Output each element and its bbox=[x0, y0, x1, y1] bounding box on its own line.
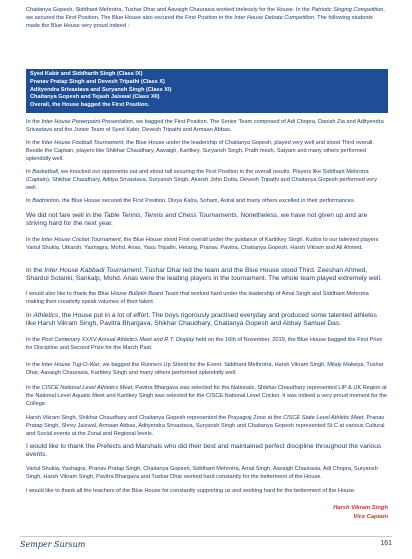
paragraph-post-centenary: In the Post Centenary XXXV Annual Athletics Meet and R.T. Display held on the 16th of November, 2019, the Blue House bagged the First Prize for Discipline and Second Prize for the March Past. bbox=[26, 337, 383, 352]
paragraph-cisce-athletics: In the CISCE National Level Athletics Meet, Pavitra Bhargava was selected for the Nationals, Shikhar Chaudhary represented LIP & UK Region at the National Level Aquatic Meet and Kartikey Singh was selected for the CISCE National Level Cricket. It was indeed a very proud moment for the College. bbox=[26, 385, 387, 408]
winner-line: Syed Kabir and Siddharth Singh (Class IX) bbox=[30, 71, 143, 77]
paragraph-football: In the Inter House Football Tournament, the Blue House under the leadership of Chaitanya Gopesh, played very well and stood Third overall. Beside the Captain, players like Shikhar Chaudhary, Aavaigh, Kartikey, Suryansh Singh, Prath mesh, Satyam and many others performed splendidly well. bbox=[26, 140, 374, 163]
paragraph-athletics: In Athletics, the House put in a lot of effort. The boys rigorously practised everyday and produced some talented athletes like Harsh Vikram Singh, Pavitra Bhargava, Shikhar Chaudhary, Chaitanya Gopesh and Abhay Samuel Das. bbox=[26, 312, 377, 328]
paragraph-kabaddi: In the Inter House Kabbadi Tournament, Tushar Dhar led the team and the Blue House stood Third. Zeeshan Ahmed, Shardul Solanki, Sankalp, Mohd. Anas were the leading players in the tournament. The whole team played extremely well. bbox=[26, 267, 382, 283]
signature-title: Vice Captain bbox=[353, 514, 388, 520]
winner-line: Adityendra Srivastava and Suryansh Singh (Class XI) bbox=[30, 86, 172, 93]
footer-brand: Semper Sursum bbox=[20, 540, 86, 549]
winner-line: Chaitanya Gopesh and Tejash Jaiswal (Class XII) bbox=[30, 94, 160, 101]
intro-text: Chaitanya Gopesh, Siddhant Mehrotra, Tushar Dhar and Aavaigh Chaurasia worked tirelessly for the House. In the bbox=[26, 7, 312, 13]
paragraph-tug-of-war: In the Inter House Tug-O-War, we bagged the Runners Up Shield for the Event. Siddhant Melhrotra, Harsh Vikram Singh, Milaly Malwiya, Tushar Dhar, Aavaigh Chaurasia, Kartikey Singh and many others performed splendidly well. bbox=[26, 362, 384, 377]
winners-box bbox=[26, 69, 388, 113]
winner-line: Overall, the House bagged the First Position. bbox=[30, 102, 150, 109]
intro-paragraph bbox=[26, 6, 388, 31]
paragraph-badminton: In Badminton, the Blue House secured the First Position. Divya Kalra, Soham, Aviral and many others excelled in their performances. bbox=[26, 198, 356, 204]
paragraph-cricket: In the Inter House Cricket Tournament, the Blue House stood First overall under the guidance of Kartitkey Singh. Kudos to our talented players Vartul Shukla, Utkarsh, Yashagra, Mohd. Anas, Yasu Tripathi, Hetang, Pranav, Pavitra, Chaitanya Gopesh, Harsh Vikram and Ali Ahmed. bbox=[26, 237, 379, 252]
intro-emphasis: Inter House Debate Competition bbox=[234, 15, 315, 22]
paragraph-names-list: Vartul Shukla, Yashagra, Pranav Pratap Singh, Chaitanya Gopesh, Siddhant Mehrotra, Amal Singh, Aavaigh Chaurasia, Adi Chopra, Suryansh Singh, Harsh Vikram Singh, Pavitra Bhargava and Tushar Dhar worked hard constantly for the betterment of the House. bbox=[26, 466, 378, 481]
signature-name: Harsh Vikram Singh bbox=[333, 505, 388, 511]
page-number: 161 bbox=[380, 540, 392, 547]
intro-text: , we secured the First Position. The Blue House also secured the First Position in the bbox=[26, 7, 385, 22]
page-footer bbox=[20, 536, 392, 553]
paragraph-thanks-house: I would like to thank all the teachers of the Blue House for constantly supporting us and working hard for the betterment of the House. bbox=[26, 488, 356, 494]
paragraph-basketball: In Basketball, we knocked our opponents out and stood tall securing the First Position in the overall results. Players like Siddhant Mehrotra (Captain), Shikhar Chaudhary, Aditya Srivastava, Suryansh Singh, Akarsh John Dutta, Devesh Tripathi and Chaitanya Gopesh performed very well. bbox=[26, 169, 377, 192]
winner-line: Pranav Pratap Singh and Devesh Tripathi (Class X) bbox=[30, 78, 165, 85]
paragraph-tennis: We did not fare well in the Table Tennis, Tennis and Chess Tournaments. Nonetheless, we have not given up and are striving hard for the next year. bbox=[26, 212, 368, 228]
paragraph-bulletin: I would also like to thank the Blue House Bulletin Board Team that worked hard under the leadership of Amal Singh and Siddhant Mehrotra making their creativity speak volumes of their talent. bbox=[26, 291, 369, 306]
paragraph-state-level: Harsh Vikram Singh, Shikhar Chaudhary and Chaitanya Gopesh represented the Prayagraj Zone at the CISCE State Level Athletic Meet. Pranav Pratap Singh, Shrey Jaiswal, Armaan Abbas, Adityendra Srivastava, Suryansh Singh and Chaitanya Gopesh represented St C at various Cultural and Social events at the Zonal and Regional levels. bbox=[26, 415, 385, 438]
intro-text: . The following students made the Blue House very proud indeed : bbox=[26, 15, 373, 30]
paragraph-powerpoint: In the Inter House Powerpoint Presentation, we bagged the First Position. The Senior Team comprised of Adi Chopra, Danish Zia and Adityendra Srivastava and the Junior Team of Syed Kabir, Devesh Tripathi and Armaan Abbas. bbox=[26, 119, 384, 134]
paragraph-thanks-prefects: I would like to thank the Prefects and Marshals who did their best and maintained perfect discipline throughout the various events. bbox=[26, 443, 382, 459]
intro-emphasis: Patriotic Singing Competition bbox=[311, 7, 384, 13]
